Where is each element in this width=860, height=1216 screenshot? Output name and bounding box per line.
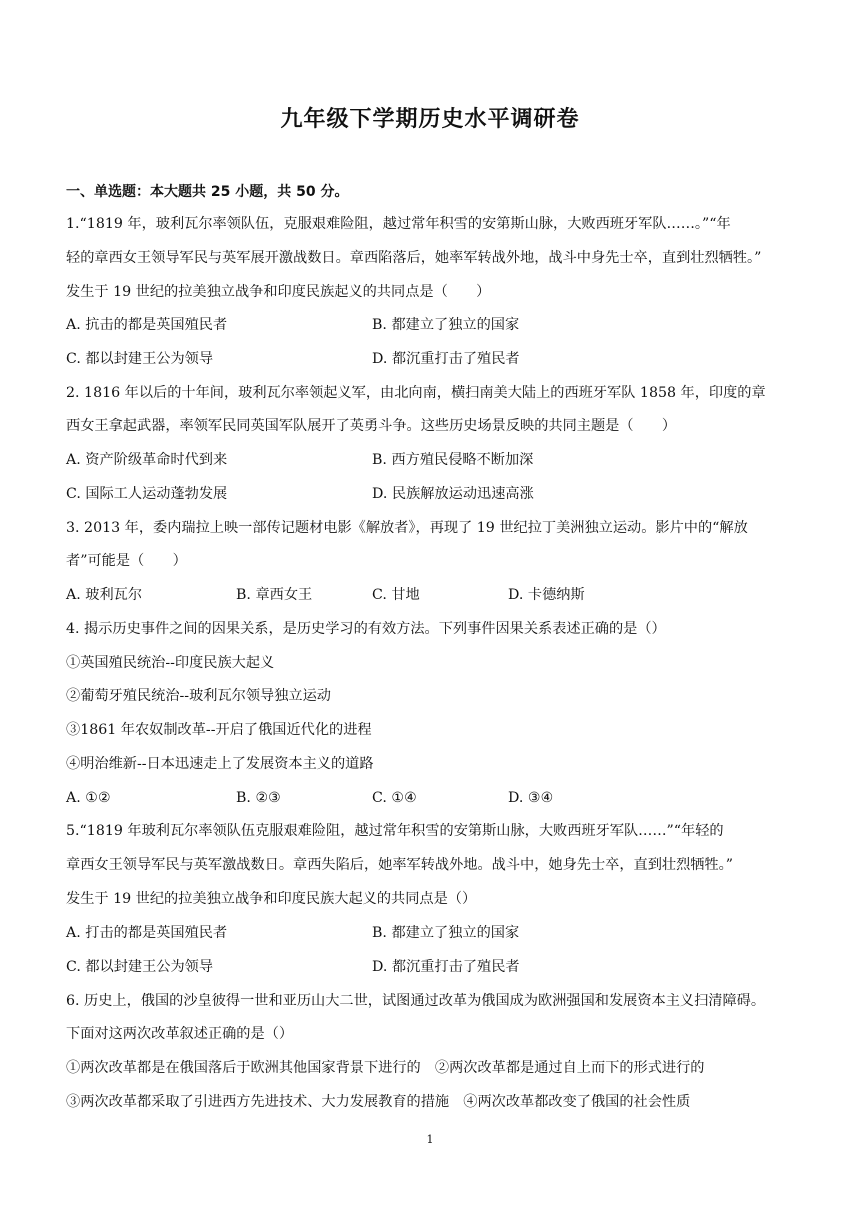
q6-items-3-4: ③两次改革都采取了引进西方先进技术、大力发展教育的措施 ④两次改革都改变了俄国的社会性质: [66, 1094, 691, 1110]
q1-options-row-2: [66, 349, 794, 369]
q3-option-a: A. 玻利瓦尔: [66, 587, 143, 603]
q1-line-2: 轻的章西女王领导军民与英军展开激战数日。章西陷落后，她率军转战外地，战斗中身先士卒，直到壮烈牺牲。”: [66, 250, 762, 266]
q3-option-b: B. 章西女王: [236, 587, 313, 603]
q4-option-a: A. ①②: [66, 790, 111, 806]
q3-options-row: [66, 585, 794, 605]
q4-line-1: 4. 揭示历史事件之间的因果关系，是历史学习的有效方法。下列事件因果关系表述正确的是（）: [66, 621, 666, 637]
q2-options-row-2: [66, 484, 794, 504]
q3-option-c: C. 甘地: [372, 587, 420, 603]
q1-option-a: A. 抗击的都是英国殖民者: [66, 317, 228, 333]
q5-options-row-2: [66, 957, 794, 977]
q1-options-row-1: [66, 315, 794, 335]
q1-line-3: 发生于 19 世纪的拉美独立战争和印度民族起义的共同点是（ ）: [66, 284, 491, 300]
q2-option-c: C. 国际工人运动蓬勃发展: [66, 486, 228, 502]
q5-line-2: 章西女王领导军民与英军激战数日。章西失陷后，她率军转战外地。战斗中，她身先士卒，直到壮烈牺牲。”: [66, 857, 733, 873]
q6-line-1: 6. 历史上，俄国的沙皇彼得一世和亚历山大二世，试图通过改革为俄国成为欧洲强国和发展资本主义扫清障碍。: [66, 993, 766, 1009]
q4-option-d: D. ③④: [508, 790, 554, 806]
q2-option-b: B. 西方殖民侵略不断加深: [372, 452, 534, 468]
q1-line-1: 1.“1819 年，玻利瓦尔率领队伍，克服艰难险阻，越过常年积雪的安第斯山脉，大败西班牙军队……。”“年: [66, 216, 731, 232]
section-heading: 一、单选题：本大题共 25 小题，共 50 分。: [66, 184, 349, 200]
q2-option-a: A. 资产阶级革命时代到来: [66, 452, 228, 468]
q5-option-c: C. 都以封建王公为领导: [66, 959, 214, 975]
page-number: 1: [426, 1133, 434, 1146]
q5-line-3: 发生于 19 世纪的拉美独立战争和印度民族大起义的共同点是（）: [66, 891, 477, 907]
q1-option-c: C. 都以封建王公为领导: [66, 351, 214, 367]
q4-item-2: ②葡萄牙殖民统治--玻利瓦尔领导独立运动: [66, 688, 331, 704]
q1-option-b: B. 都建立了独立的国家: [372, 317, 520, 333]
q5-option-d: D. 都沉重打击了殖民者: [372, 959, 520, 975]
q3-line-1: 3. 2013 年，委内瑞拉上映一部传记题材电影《解放者》，再现了 19 世纪拉丁美洲独立运动。影片中的“解放: [66, 520, 748, 536]
q2-line-1: 2. 1816 年以后的十年间，玻利瓦尔率领起义军，由北向南，横扫南美大陆上的西班牙军队 1858 年，印度的章: [66, 385, 766, 401]
q5-line-1: 5.“1819 年玻利瓦尔率领队伍克服艰难险阻，越过常年积雪的安第斯山脉，大败西班牙军队……”“年轻的: [66, 823, 724, 839]
q2-option-d: D. 民族解放运动迅速高涨: [372, 486, 534, 502]
q2-options-row-1: [66, 450, 794, 470]
q3-line-2: 者”可能是（ ）: [66, 553, 187, 569]
q4-item-4: ④明治维新--日本迅速走上了发展资本主义的道路: [66, 756, 374, 772]
q6-line-2: 下面对这两次改革叙述正确的是（）: [66, 1026, 294, 1042]
q5-options-row-1: [66, 923, 794, 943]
q2-line-2: 西女王拿起武器，率领军民同英国军队展开了英勇斗争。这些历史场景反映的共同主题是（ ）: [66, 418, 677, 434]
q6-items-1-2: ①两次改革都是在俄国落后于欧洲其他国家背景下进行的 ②两次改革都是通过自上而下的形式进行的: [66, 1060, 705, 1076]
q5-option-a: A. 打击的都是英国殖民者: [66, 925, 228, 941]
q5-option-b: B. 都建立了独立的国家: [372, 925, 520, 941]
q4-option-b: B. ②③: [236, 790, 281, 806]
exam-title: 九年级下学期历史水平调研卷: [280, 107, 580, 132]
q4-item-1: ①英国殖民统治--印度民族大起义: [66, 655, 275, 671]
q4-item-3: ③1861 年农奴制改革--开启了俄国近代化的进程: [66, 722, 372, 738]
q4-option-c: C. ①④: [372, 790, 417, 806]
q4-options-row: [66, 788, 794, 808]
q1-option-d: D. 都沉重打击了殖民者: [372, 351, 520, 367]
q3-option-d: D. 卡德纳斯: [508, 587, 585, 603]
